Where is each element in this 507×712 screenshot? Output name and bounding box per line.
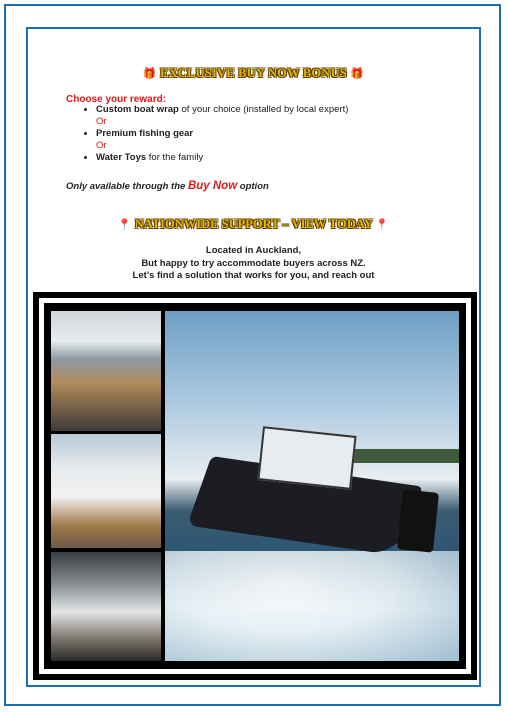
outboard-motor — [397, 489, 439, 552]
location-pin-icon: 📍 — [117, 218, 132, 231]
gift-icon: 🎁 — [142, 67, 157, 80]
reward-list — [82, 104, 426, 164]
buy-now-link[interactable]: Buy Now — [187, 180, 238, 192]
boat-cockpit-photo[interactable] — [51, 434, 161, 548]
bonus-title-text: EXCLUSIVE BUY NOW BONUS — [160, 66, 347, 80]
buy-now-note: Only available through the Buy Now option — [66, 180, 269, 192]
location-text: Located in Auckland, But happy to try accommodate buyers across NZ. Let’s find a solution that works for you, and reach out — [132, 245, 375, 281]
boat-cabin — [257, 426, 356, 490]
reward-item: • Premium fishing gear — [96, 128, 426, 140]
choose-reward-label: Choose your reward: — [66, 94, 167, 105]
bonus-title — [0, 66, 507, 81]
or-label: Or — [96, 116, 107, 127]
boat-deck-photo[interactable] — [51, 311, 161, 431]
boat-helm-photo[interactable] — [51, 552, 161, 661]
nationwide-title — [0, 217, 507, 232]
nationwide-title-text: NATIONWIDE SUPPORT – VIEW TODAY — [134, 217, 373, 231]
reward-item: • Water Toys for the family — [96, 152, 426, 164]
or-label: Or — [96, 140, 107, 151]
reward-item: • Custom boat wrap of your choice (installed by local expert) — [96, 104, 426, 116]
water-spray — [165, 551, 459, 661]
gift-icon: 🎁 — [350, 67, 365, 80]
location-pin-icon: 📍 — [375, 218, 390, 231]
boat-main-photo[interactable] — [165, 311, 459, 661]
